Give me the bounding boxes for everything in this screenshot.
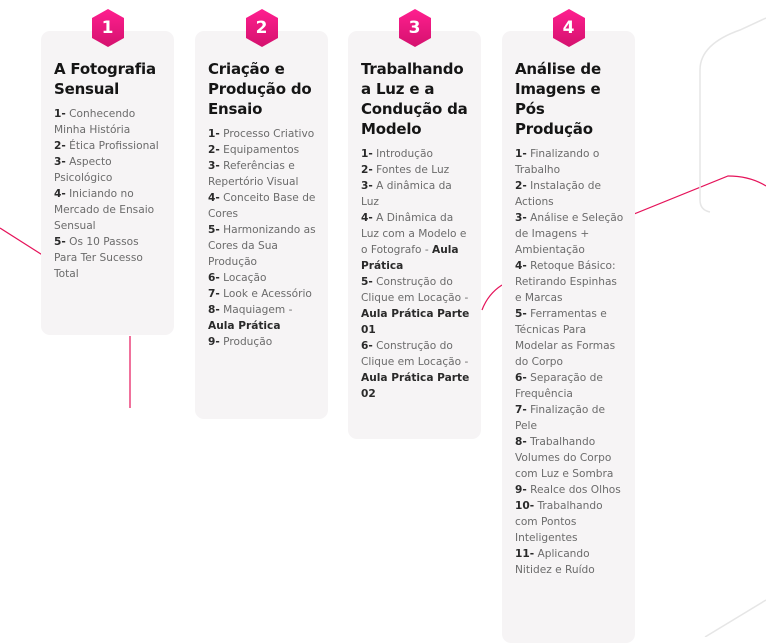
module-number: 3 (408, 18, 421, 38)
lesson-item: 6- Locação (208, 272, 267, 284)
module-badge-1 (90, 8, 126, 48)
module-card-3 (348, 18, 481, 439)
lesson-list (515, 146, 625, 578)
lesson-item: 1- Finalizando o Trabalho (515, 148, 600, 176)
lesson-item: 4- Conceito Base de Cores (208, 192, 316, 220)
lesson-item: 8- Maquiagem - Aula Prática (208, 304, 293, 332)
module-title: Análise de Imagens e Pós Produção (515, 60, 601, 138)
module-badge-4 (551, 8, 587, 48)
lesson-item: 6- Separação de Frequência (515, 372, 603, 400)
lesson-item: 6- Construção do Clique em Locação - Aula Prática Parte 02 (361, 340, 470, 400)
module-card-2 (195, 18, 328, 419)
lesson-item: 8- Trabalhando Volumes do Corpo com Luz e Sombra (515, 436, 614, 480)
lesson-item: 3- Aspecto Psicológico (54, 156, 113, 184)
lesson-item: 9- Realce dos Olhos (515, 484, 621, 496)
lesson-item: 1- Conhecendo Minha História (54, 108, 136, 136)
module-title: A Fotografia Sensual (54, 60, 156, 98)
module-title: Criação e Produção do Ensaio (208, 60, 312, 118)
lesson-list (361, 146, 471, 402)
module-badge-3 (397, 8, 433, 48)
lesson-item: 5- Harmonizando as Cores da Sua Produção (208, 224, 316, 268)
lesson-item: 7- Finalização de Pele (515, 404, 605, 432)
lesson-item: 2- Ética Profissional (54, 140, 159, 152)
lesson-item: 10- Trabalhando com Pontos Inteligentes (515, 500, 603, 544)
lesson-item: 2- Instalação de Actions (515, 180, 601, 208)
module-card-1 (41, 18, 174, 335)
lesson-item: 4- A Dinâmica da Luz com a Modelo e o Fotografo - Aula Prática (361, 212, 467, 272)
module-number: 1 (101, 18, 114, 38)
module-title: Trabalhando a Luz e a Condução da Modelo (361, 60, 468, 138)
lesson-item: 4- Retoque Básico: Retirando Espinhas e Marcas (515, 260, 617, 304)
lesson-item: 5- Ferramentas e Técnicas Para Modelar as Formas do Corpo (515, 308, 616, 368)
lesson-item: 1- Processo Criativo (208, 128, 315, 140)
lesson-item: 7- Look e Acessório (208, 288, 312, 300)
lesson-item: 9- Produção (208, 336, 273, 348)
lesson-item: 5- Construção do Clique em Locação - Aula Prática Parte 01 (361, 276, 470, 336)
lesson-item: 4- Iniciando no Mercado de Ensaio Sensual (54, 188, 155, 232)
module-number: 2 (255, 18, 268, 38)
lesson-item: 3- Referências e Repertório Visual (208, 160, 299, 188)
lesson-item: 3- Análise e Seleção de Imagens + Ambientação (515, 212, 624, 256)
module-card-4 (502, 18, 635, 643)
lesson-item: 5- Os 10 Passos Para Ter Sucesso Total (54, 236, 143, 280)
lesson-item: 1- Introdução (361, 148, 433, 160)
lesson-item: 3- A dinâmica da Luz (361, 180, 452, 208)
module-number: 4 (562, 18, 575, 38)
lesson-list (208, 126, 318, 350)
lesson-item: 2- Fontes de Luz (361, 164, 450, 176)
module-badge-2 (244, 8, 280, 48)
lesson-list (54, 106, 164, 282)
lesson-item: 2- Equipamentos (208, 144, 300, 156)
lesson-item: 11- Aplicando Nitidez e Ruído (515, 548, 595, 576)
